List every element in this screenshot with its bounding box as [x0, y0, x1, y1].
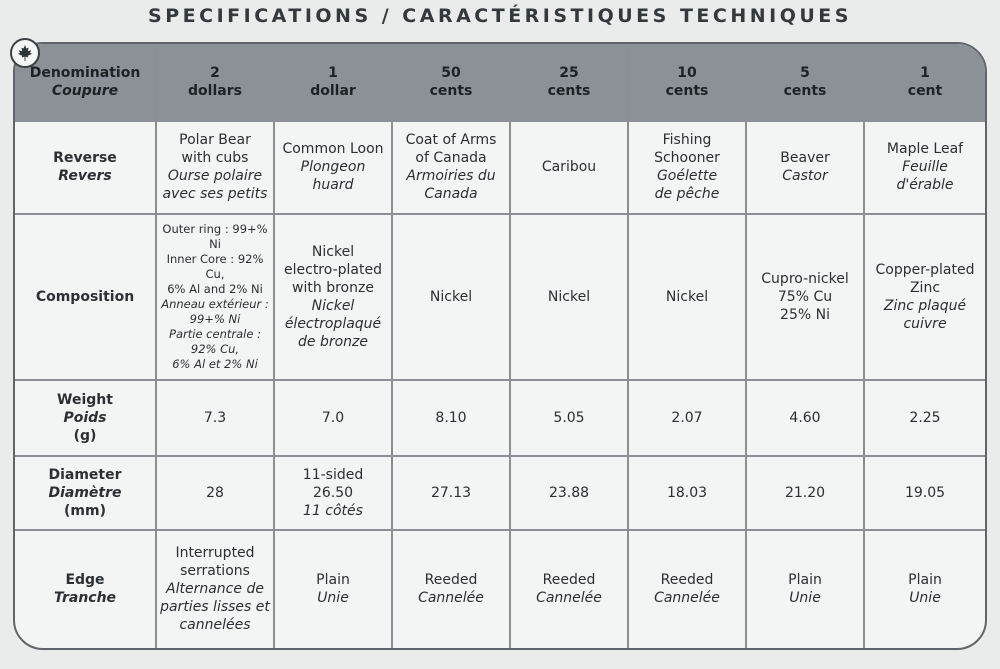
reverse-50-cents: Coat of Arms of Canada Armoiries du Canada [392, 121, 510, 214]
composition-10-cents: Nickel [628, 214, 746, 381]
composition-1-dollar: Nickel electro-plated with bronze Nickel électroplaqué de bronze [274, 214, 392, 381]
coupure-label: Coupure [51, 83, 119, 99]
diameter-50-cents: 27.13 [392, 456, 510, 530]
reverse-row [15, 121, 985, 214]
weight-row [15, 380, 985, 456]
reverse-1-dollar: Common Loon Plongeon huard [274, 121, 392, 214]
weight-1-dollar: 7.0 [274, 380, 392, 456]
specifications-table [13, 42, 987, 650]
reverse-1-cent: Maple Leaf Feuille d'érable [864, 121, 985, 214]
diameter-10-cents: 18.03 [628, 456, 746, 530]
diameter-label-cell: Diameter Diamètre (mm) [15, 456, 156, 530]
denomination-10-cents: 10 cents [628, 44, 746, 121]
edge-1-cent: Plain Unie [864, 530, 985, 648]
edge-50-cents: Reeded Cannelée [392, 530, 510, 648]
reverse-25-cents: Caribou [510, 121, 628, 214]
spec-table-grid [15, 44, 985, 648]
reverse-2-dollars: Polar Bear with cubs Ourse polaire avec ses petits [156, 121, 274, 214]
denomination-5-cents: 5 cents [746, 44, 864, 121]
composition-50-cents: Nickel [392, 214, 510, 381]
page-title: SPECIFICATIONS / CARACTÉRISTIQUES TECHNIQUES [148, 5, 852, 27]
edge-10-cents: Reeded Cannelée [628, 530, 746, 648]
weight-5-cents: 4.60 [746, 380, 864, 456]
composition-2-dollars: Outer ring : 99+% Ni Inner Core : 92% Cu, 6% Al and 2% Ni Anneau extérieur : 99+% Ni Partie centrale : 92% Cu, 6% Al et 2% Ni [156, 214, 274, 381]
denomination-label: Denomination [29, 65, 141, 81]
denomination-25-cents: 25 cents [510, 44, 628, 121]
diameter-5-cents: 21.20 [746, 456, 864, 530]
denomination-50-cents: 50 cents [392, 44, 510, 121]
denomination-row [15, 44, 985, 121]
composition-label-cell: Composition [15, 214, 156, 381]
weight-10-cents: 2.07 [628, 380, 746, 456]
edge-2-dollars: Interrupted serrations Alternance de parties lisses et cannelées [156, 530, 274, 648]
edge-5-cents: Plain Unie [746, 530, 864, 648]
diameter-1-cent: 19.05 [864, 456, 985, 530]
reverse-label-cell: Reverse Revers [15, 121, 156, 214]
reverse-10-cents: Fishing Schooner Goélette de pêche [628, 121, 746, 214]
weight-25-cents: 5.05 [510, 380, 628, 456]
maple-leaf-icon [10, 38, 40, 68]
edge-label-cell: Edge Tranche [15, 530, 156, 648]
diameter-2-dollars: 28 [156, 456, 274, 530]
weight-1-cent: 2.25 [864, 380, 985, 456]
weight-label-cell: Weight Poids (g) [15, 380, 156, 456]
maple-leaf-icon-svg [16, 44, 34, 62]
denomination-1-cent: 1 cent [864, 44, 985, 121]
weight-2-dollars: 7.3 [156, 380, 274, 456]
composition-5-cents: Cupro-nickel 75% Cu 25% Ni [746, 214, 864, 381]
reverse-5-cents: Beaver Castor [746, 121, 864, 214]
weight-50-cents: 8.10 [392, 380, 510, 456]
composition-1-cent: Copper-plated Zinc Zinc plaqué cuivre [864, 214, 985, 381]
composition-25-cents: Nickel [510, 214, 628, 381]
denomination-1-dollar: 1 dollar [274, 44, 392, 121]
diameter-row [15, 456, 985, 530]
denomination-2-dollars: 2 dollars [156, 44, 274, 121]
diameter-1-dollar: 11-sided 26.50 11 côtés [274, 456, 392, 530]
composition-row [15, 214, 985, 381]
edge-25-cents: Reeded Cannelée [510, 530, 628, 648]
edge-row [15, 530, 985, 648]
diameter-25-cents: 23.88 [510, 456, 628, 530]
edge-1-dollar: Plain Unie [274, 530, 392, 648]
